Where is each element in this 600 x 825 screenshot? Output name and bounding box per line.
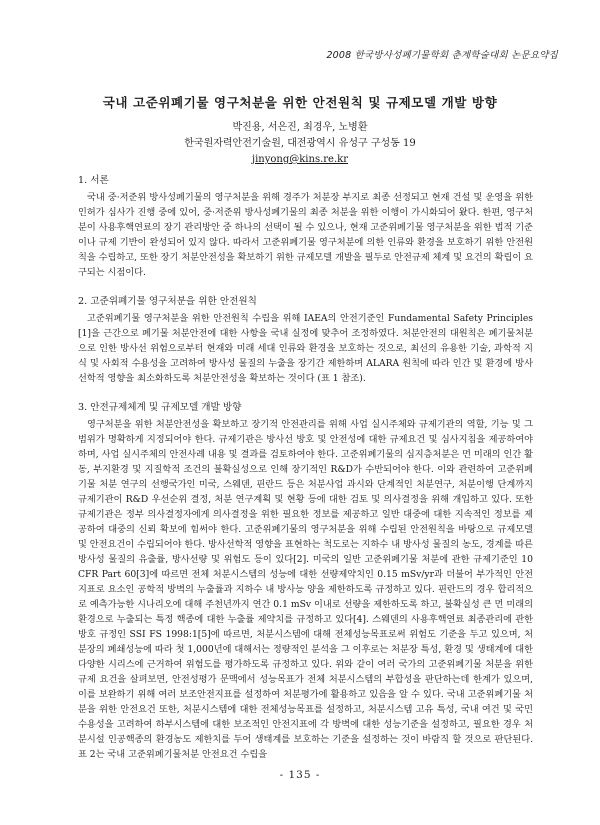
section-heading: 2. 고준위폐기물 영구처분을 위한 안전원칙 bbox=[78, 296, 257, 307]
running-header: 2008 한국방사성폐기물학회 춘계학술대회 논문요약집 bbox=[326, 50, 558, 61]
section-paragraph: 영구처분을 위한 처분안전성을 확보하고 장기적 안전관리를 위해 사업 실시주체와 규제기관의 역할, 기능 및 그 범위가 명확하게 지정되어야 한다. 규제기관은 방사선 방호 및 안전성에 대한 규제요건 및 심사지침을 제공하여야 하며, 사업 실시주체의 안전사례 내용 및 결과를 검토하여야 한다. 고준위폐기물의 심지층처분은 먼 미래의 인간 활동, 부지환경 및 지질학적 조건의 불확실성으로 인해 장기적인 R&D가 수반되어야 한다. 이와 관련하여 고준위폐기물 처분 연구의 선행국가인 미국, 스웨덴, 핀란드 등은 처분사업 과시와 단계적인 처분연구, 처분이행 단계까지 규제기관이 R&D 우선순위 결정, 처분 연구계획 및 현황 등에 대한 검토 및 의사결정을 위해 개입하고 있다. 또한 규제기관은 정부 의사결정자에게 의사결정을 위한 필요한 정보를 제공하고 일반 대중에 대한 지속적인 정보를 제공하여 대중의 신뢰 확보에 힘써야 한다. 고준위폐기물의 영구처분을 위해 수립된 안전원칙을 바탕으로 규제모델 및 안전요건이 수립되어야 한다. 방사선학적 영향을 표현하는 척도로는 지하수 내 방사성 물질의 농도, 경계를 따른 방사성 물질의 유출률, 방사선량 및 위험도 등이 있다[2]. 미국의 일반 고준위폐기물 처분에 관한 규제기준인 10 CFR Part 60[3]에 따르면 전체 처분시스템의 성능에 대한 선량제약치인 0.15 mSv/yr과 더불어 부가적인 안전지표로 요소인 공학적 방벽의 누출률과 지하수 내 방사능 양을 제한하도록 규정하고 있다. 핀란드의 경우 합리적으로 예측가능한 시나리오에 대해 주천년까지 연간 0.1 mSv 이내로 선량을 제한하도록 하고, 불확실성 큰 먼 미래의 환경으로 누출되는 특정 핵종에 대한 누출률 제약치를 규정하고 있다[4]. 스웨덴의 사용후핵연료 최종관리에 관한 방호 규정인 SSI FS 1998:1[5]에 따르면, 처분시스템에 대해 전체성능목표로써 위험도 기준을 두고 있으며, 처분장의 폐쇄성능에 따라 첫 1,000년에 대해서는 정량적인 분석을 그 이후로는 처분장 특성, 환경 및 생태계에 대한 다양한 시리스에 근거하여 위험도를 평가하도록 규정하고 있다. 위와 같이 여러 국가의 고준위폐기물 처분을 위한 규제 요건을 살펴보면, 안전성평가 문맥에서 성능목표가 전체 처분시스템의 부합성을 판단하는데 한계가 있으며, 이를 보완하기 위해 여러 보조안전지표를 설정하여 처분평가에 활용하고 있음을 알 수 있다. 국내 고준위폐기물 처분을 위한 안전요건 또한, 처분시스템에 대한 전체성능목표를 설정하고, 처분시스템 고유 특성, 국내 여건 및 국민 수용성을 고려하여 하부시스템에 대한 보조적인 안전지표에 각 방벽에 대한 성능기준을 설정하고, 필요한 경우 처분시설 인공핵종의 환경농도 제한치를 두어 생태계를 보호하는 기준을 설정하는 것이 바람직 할 것으로 판단된다. 표 2는 국내 고준위폐기물처분 안전요건 수립을 bbox=[78, 419, 533, 760]
paper-title: 국내 고준위폐기물 영구처분을 위한 안전원칙 및 규제모델 개발 방향 bbox=[102, 95, 498, 110]
section-safety-principles bbox=[78, 294, 533, 386]
page-number: - 135 - bbox=[279, 769, 321, 781]
author-block bbox=[0, 120, 600, 168]
section-paragraph: 고준위폐기물 영구처분을 위한 안전원칙 수립을 위해 IAEA의 안전기준인 Fundamental Safety Principles [1]을 근간으로 폐기물 처분안전에 대한 사항을 국내 실정에 맞추어 조정하였다. 처분안전의 대원칙은 폐기물처분으로 인한 방사선 위험으로부터 현재와 미래 세대 인류와 환경을 보호하는 것으로, 최선의 유용한 기술, 과학적 지식 및 사회적 수용성을 고려하여 방사성 물질의 누출을 장기간 제한하며 ALARA 원칙에 따라 인간 및 환경에 방사선학적 영향을 최소화하도록 처분안전성을 확보하는 것이다 (표 1 참조). bbox=[78, 313, 533, 384]
section-heading: 3. 안전규제체계 및 규제모델 개발 방향 bbox=[78, 402, 242, 413]
section-paragraph: 국내 중·저준위 방사성폐기물의 영구처분을 위해 경주가 처분장 부지로 최종 선정되고 현재 건설 및 운영을 위한 인허가 심사가 진행 중에 있어, 중·저준위 방사성폐기물의 최종 처분을 위한 이행이 가시화되어 왔다. 한편, 영구처분이 사용후핵연료의 장기 관리방안 중 하나의 선택이 될 수 있으나, 현재 고준위폐기물 영구처분을 위한 법적 기준이나 규제 기반이 완성되어 있지 않다. 따라서 고준위폐기물 영구처분에 의한 인류와 환경을 보호하기 위한 안전원칙을 수립하고, 또한 장기 처분안전성을 확보하기 위한 규제모델 개발을 필두로 안전규제 체계 및 요건의 확립이 요구되는 시점이다. bbox=[78, 192, 533, 278]
authors: 박진용, 서은진, 최경우, 노병환 bbox=[232, 122, 368, 133]
section-introduction bbox=[78, 173, 533, 280]
section-heading: 1. 서론 bbox=[78, 175, 109, 186]
section-regulatory-model bbox=[78, 400, 533, 762]
author-email: jinyong@kins.re.kr bbox=[252, 154, 348, 165]
affiliation: 한국원자력안전기술원, 대전광역시 유성구 구성동 19 bbox=[184, 138, 416, 149]
paper-body bbox=[78, 173, 533, 776]
